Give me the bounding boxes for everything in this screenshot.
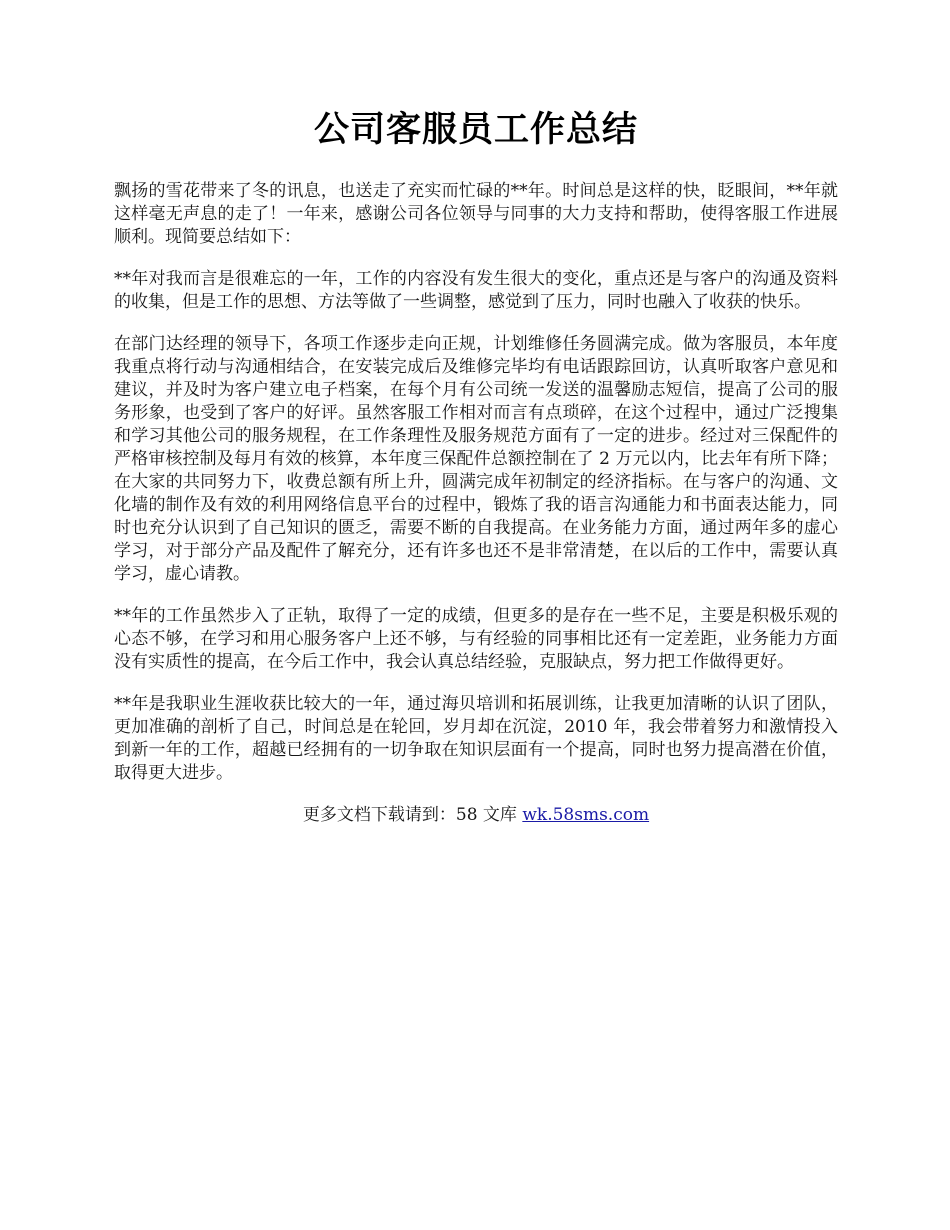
document-title: 公司客服员工作总结 [313,110,638,150]
paragraph-outlook: **年是我职业生涯收获比较大的一年，通过海贝培训和拓展训练，让我更加清晰的认识了团队，更加准确的剖析了自己，时间总是在轮回，岁月却在沉淀，2010 年，我会带着努力和激情投入到新一年的工作，超越已经拥有的一切争取在知识层面有一个提高，同时也努力提高潜在价值，取得更大进步。 [114,694,838,783]
paragraph-shortcomings: **年的工作虽然步入了正轨，取得了一定的成绩，但更多的是存在一些不足，主要是积极乐观的心态不够，在学习和用心服务客户上还不够，与有经验的同事相比还有一定差距，业务能力方面没有实质性的提高，在今后工作中，我会认真总结经验，克服缺点，努力把工作做得更好。 [114,606,838,672]
footer-prefix: 更多文档下载请到：58 文库 [302,805,523,825]
paragraph-intro: 飘扬的雪花带来了冬的讯息，也送走了充实而忙碌的**年。时间总是这样的快，眨眼间，**年就这样毫无声息的走了！一年来，感谢公司各位领导与同事的大力支持和帮助，使得客服工作进展顺利。现简要总结如下： [114,181,838,247]
paragraph-year-review: **年对我而言是很难忘的一年，工作的内容没有发生很大的变化，重点还是与客户的沟通及资料的收集，但是工作的思想、方法等做了一些调整，感觉到了压力，同时也融入了收获的快乐。 [114,269,838,312]
paragraph-work-details: 在部门达经理的领导下，各项工作逐步走向正规，计划维修任务圆满完成。做为客服员，本年度我重点将行动与沟通相结合，在安装完成后及维修完毕均有电话跟踪回访，认真听取客户意见和建议，并及时为客户建立电子档案，在每个月有公司统一发送的温馨励志短信，提高了公司的服务形象，也受到了客户的好评。虽然客服工作相对而言有点琐碎，在这个过程中，通过广泛搜集和学习其他公司的服务规程，在工作条理性及服务规范方面有了一定的进步。经过对三保配件的严格审核控制及每月有效的核算，本年度三保配件总额控制在了 2 万元以内，比去年有所下降；在大家的共同努力下，收费总额有所上升，圆满完成年初制定的经济指标。在与客户的沟通、文化墙的制作及有效的利用网络信息平台的过程中，锻炼了我的语言沟通能力和书面表达能力，同时也充分认识到了自己知识的匮乏，需要不断的自我提高。在业务能力方面，通过两年多的虚心学习，对于部分产品及配件了解充分，还有许多也还不是非常清楚，在以后的工作中，需要认真学习，虚心请教。 [114,334,838,584]
footer-link[interactable]: wk.58sms.com [522,805,650,825]
footer-note [114,804,838,827]
